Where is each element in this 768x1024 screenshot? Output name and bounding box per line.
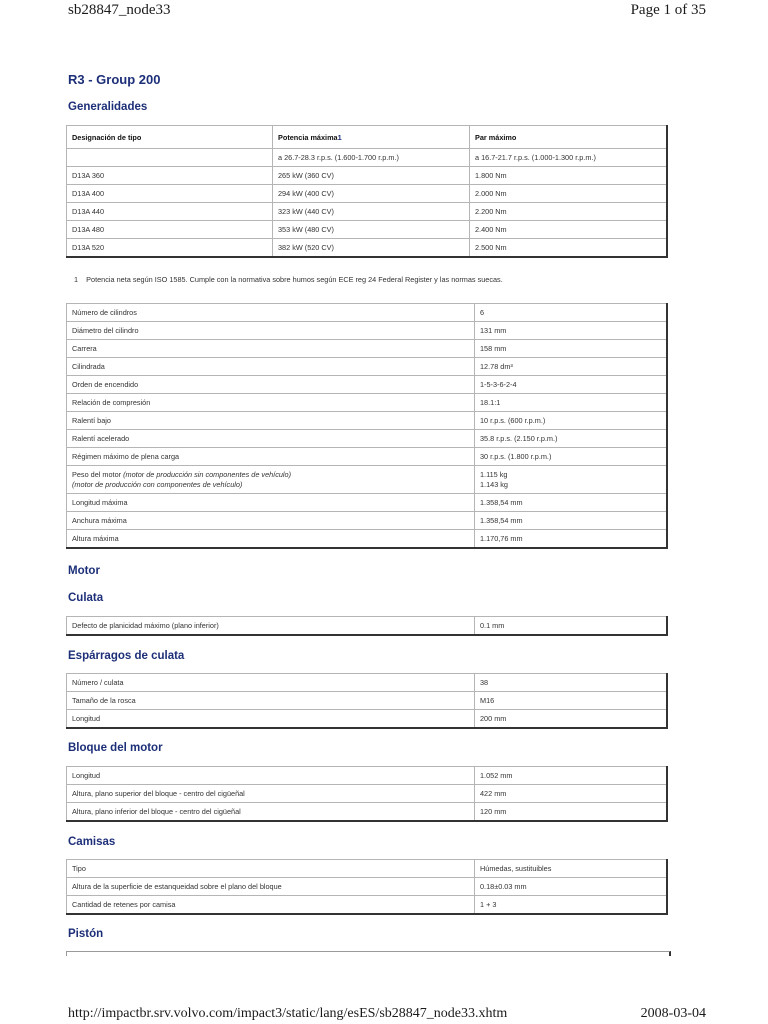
table-row: [67, 878, 668, 896]
table-cell: 12.78 dm³: [475, 358, 668, 376]
table-cell: [475, 466, 668, 494]
section-generalidades: Generalidades: [68, 101, 148, 113]
table-cell: 1.358,54 mm: [475, 494, 668, 512]
table-cell: 1.800 Nm: [470, 167, 668, 185]
table-cell: Número de cilindros: [67, 304, 475, 322]
table-cell: 10 r.p.s. (600 r.p.m.): [475, 412, 668, 430]
table-cell: Ralentí acelerado: [67, 430, 475, 448]
table-cell: Anchura máxima: [67, 512, 475, 530]
page-number: Page 1 of 35: [630, 2, 706, 18]
table-cell: Orden de encendido: [67, 376, 475, 394]
table-cell: a 16.7-21.7 r.p.s. (1.000-1.300 r.p.m.): [470, 149, 668, 167]
table-row: [67, 322, 668, 340]
table-cell: 2.400 Nm: [470, 221, 668, 239]
section-camisas: Camisas: [68, 836, 116, 848]
table-cell: 2.200 Nm: [470, 203, 668, 221]
table-row: [67, 896, 668, 915]
table-cell: 1 + 3: [475, 896, 668, 915]
print-date: 2008-03-04: [640, 1006, 706, 1021]
footnote-text: Potencia neta según ISO 1585. Cumple con la normativa sobre humos según ECE reg 24 Federal Register y las normas suecas.: [86, 275, 503, 284]
weight-note-1: (motor de producción sin componentes de vehículo): [123, 469, 292, 479]
table-cell: 30 r.p.s. (1.800 r.p.m.): [475, 448, 668, 466]
column-header: Designación de tipo: [67, 126, 273, 149]
table-cell: Longitud: [67, 710, 475, 729]
table-cell: Régimen máximo de plena carga: [67, 448, 475, 466]
piston-table-start: [66, 951, 671, 956]
footnote: [74, 275, 503, 284]
table-cell: 158 mm: [475, 340, 668, 358]
table-cell: 120 mm: [475, 803, 668, 822]
table-cell: 323 kW (440 CV): [273, 203, 470, 221]
table-cell: 294 kW (400 CV): [273, 185, 470, 203]
table-cell: M16: [475, 692, 668, 710]
table-cell: 1.052 mm: [475, 767, 668, 785]
table-cell: 0.18±0.03 mm: [475, 878, 668, 896]
page-url: http://impactbr.srv.volvo.com/impact3/static/lang/esES/sb28847_node33.xhtm: [68, 1006, 508, 1021]
footnote-link[interactable]: 1: [337, 132, 342, 142]
table-row: [67, 710, 668, 729]
table-cell: 2.500 Nm: [470, 239, 668, 258]
table-cell: D13A 480: [67, 221, 273, 239]
table-cell: 0.1 mm: [475, 617, 668, 636]
table-cell: 200 mm: [475, 710, 668, 729]
table-row: [67, 203, 668, 221]
table-cell: Tamaño de la rosca: [67, 692, 475, 710]
table-row: [67, 494, 668, 512]
table-cell: 35.8 r.p.s. (2.150 r.p.m.): [475, 430, 668, 448]
table-cell: Longitud: [67, 767, 475, 785]
table-row: [67, 185, 668, 203]
page-title: R3 - Group 200: [68, 72, 161, 87]
bloque-table: [66, 766, 668, 822]
table-cell: D13A 360: [67, 167, 273, 185]
table-row: [67, 412, 668, 430]
section-motor: Motor: [68, 565, 100, 577]
table-row: [67, 860, 668, 878]
esparragos-table: [66, 673, 668, 729]
engine-types-table: [66, 125, 668, 258]
table-cell: D13A 440: [67, 203, 273, 221]
table-cell: [67, 149, 273, 167]
table-row: [67, 394, 668, 412]
table-row-engine-weight: [67, 466, 668, 494]
table-row: [67, 304, 668, 322]
table-cell: 1.170,76 mm: [475, 530, 668, 549]
table-cell: Húmedas, sustituibles: [475, 860, 668, 878]
table-row: [67, 221, 668, 239]
footnote-marker: 1: [74, 275, 79, 284]
table-row: [67, 430, 668, 448]
table-cell: 6: [475, 304, 668, 322]
table-cell: 2.000 Nm: [470, 185, 668, 203]
table-row: [67, 512, 668, 530]
table-cell: D13A 400: [67, 185, 273, 203]
table-row: [67, 692, 668, 710]
table-cell: Carrera: [67, 340, 475, 358]
table-cell: 38: [475, 674, 668, 692]
table-cell: Tipo: [67, 860, 475, 878]
table-cell: 265 kW (360 CV): [273, 167, 470, 185]
table-row: [67, 340, 668, 358]
table-subheader-row: [67, 149, 668, 167]
table-cell: 18.1:1: [475, 394, 668, 412]
table-row: [67, 785, 668, 803]
table-cell: D13A 520: [67, 239, 273, 258]
table-cell: 1-5-3-6-2-4: [475, 376, 668, 394]
table-cell: 131 mm: [475, 322, 668, 340]
table-cell: Número / culata: [67, 674, 475, 692]
table-cell: Relación de compresión: [67, 394, 475, 412]
engine-specs-table: [66, 303, 668, 549]
weight-value-1: 1.115 kg: [480, 469, 508, 479]
table-cell: 353 kW (480 CV): [273, 221, 470, 239]
table-cell: 422 mm: [475, 785, 668, 803]
table-row: [67, 358, 668, 376]
table-row: [67, 239, 668, 258]
table-cell: Altura de la superficie de estanqueidad sobre el plano del bloque: [67, 878, 475, 896]
table-cell: Defecto de planicidad máximo (plano inferior): [67, 617, 475, 636]
table-row: [67, 448, 668, 466]
section-culata: Culata: [68, 592, 104, 604]
section-piston: Pistón: [68, 928, 104, 940]
table-cell: Altura, plano inferior del bloque - centro del cigüeñal: [67, 803, 475, 822]
table-row: [67, 803, 668, 822]
table-row: [67, 530, 668, 549]
table-cell: Longitud máxima: [67, 494, 475, 512]
weight-value-2: 1.143 kg: [480, 479, 508, 489]
column-header: Par máximo: [470, 126, 668, 149]
weight-label: Peso del motor: [72, 469, 122, 479]
table-cell: Altura máxima: [67, 530, 475, 549]
column-header-label: Potencia máxima: [278, 132, 338, 142]
table-header-row: [67, 126, 668, 149]
column-header: [273, 126, 470, 149]
document-id: sb28847_node33: [68, 2, 171, 18]
table-cell: [67, 466, 475, 494]
table-row: [67, 376, 668, 394]
section-esparragos: Espárragos de culata: [68, 650, 185, 662]
table-cell: 1.358,54 mm: [475, 512, 668, 530]
section-bloque: Bloque del motor: [68, 742, 163, 754]
table-cell: Diámetro del cilindro: [67, 322, 475, 340]
table-cell: Ralentí bajo: [67, 412, 475, 430]
table-row: [67, 617, 668, 636]
table-row: [67, 767, 668, 785]
table-cell: 382 kW (520 CV): [273, 239, 470, 258]
weight-note-2: (motor de producción con componentes de vehículo): [72, 479, 243, 489]
table-cell: Cilindrada: [67, 358, 475, 376]
culata-table: [66, 616, 668, 636]
camisas-table: [66, 859, 668, 915]
table-row: [67, 167, 668, 185]
table-cell: Cantidad de retenes por camisa: [67, 896, 475, 915]
table-cell: a 26.7-28.3 r.p.s. (1.600-1.700 r.p.m.): [273, 149, 470, 167]
table-row: [67, 674, 668, 692]
table-cell: Altura, plano superior del bloque - centro del cigüeñal: [67, 785, 475, 803]
